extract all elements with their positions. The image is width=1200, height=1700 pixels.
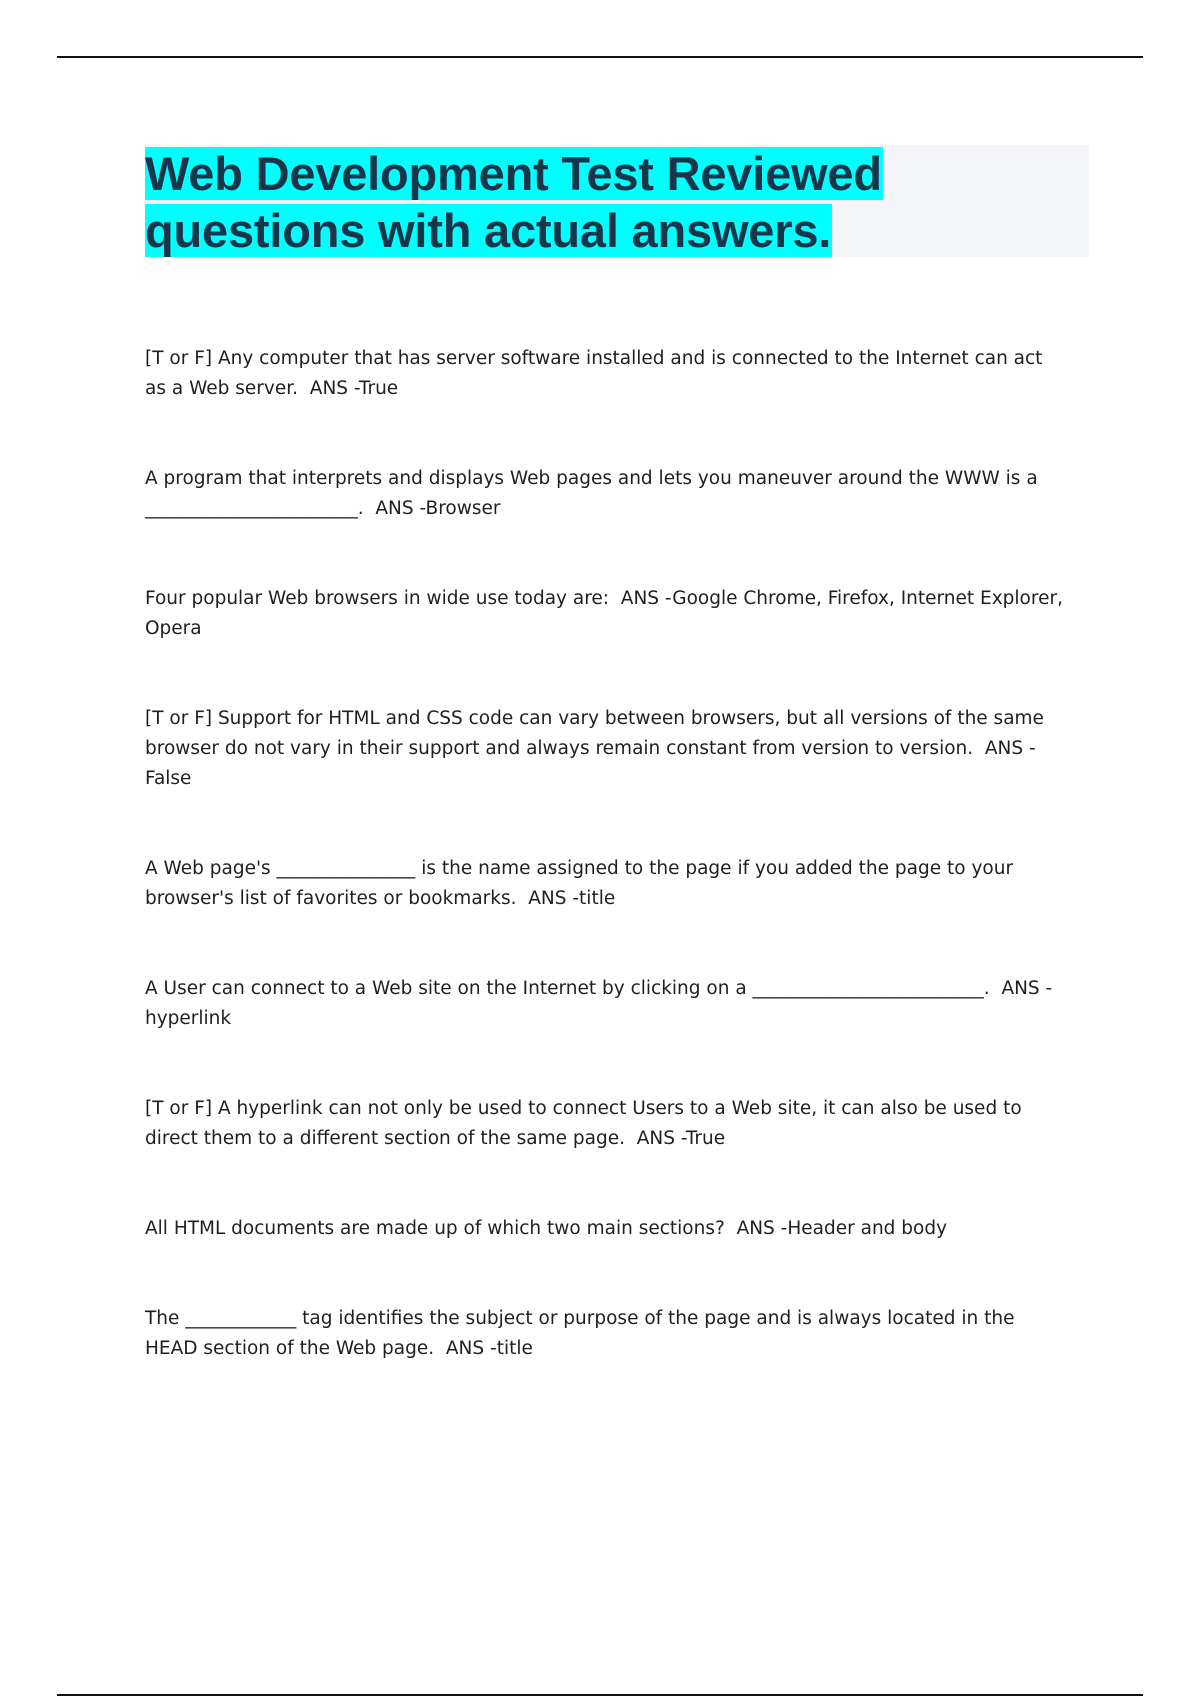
- qa-item: A Web page's _______________ is the name assigned to the page if you added the page to your browser's list of favorites or bookmarks. ANS -title: [145, 858, 1019, 909]
- qa-item: A program that interprets and displays Web pages and lets you maneuver around the WWW is a _______________________. ANS -Browser: [145, 468, 1044, 519]
- qa-item: A User can connect to a Web site on the Internet by clicking on a _________________________. ANS -hyperlink: [145, 978, 1053, 1029]
- document-title: [145, 145, 1089, 259]
- title-block: [145, 145, 1089, 257]
- document-title-text: Web Development Test Reviewed questions with actual answers.: [145, 147, 882, 257]
- qa-item: [T or F] Support for HTML and CSS code can vary between browsers, but all versions of the same browser do not vary in their support and always remain constant from version to version. ANS -False: [145, 708, 1050, 789]
- top-divider: [57, 56, 1143, 58]
- qa-item: [T or F] A hyperlink can not only be used to connect Users to a Web site, it can also be used to direct them to a different section of the same page. ANS -True: [145, 1098, 1028, 1149]
- bottom-divider: [57, 1694, 1143, 1696]
- qa-item: The ____________ tag identifies the subject or purpose of the page and is always located in the HEAD section of the Web page. ANS -title: [145, 1308, 1021, 1359]
- qa-list: [145, 344, 1069, 1424]
- qa-item: All HTML documents are made up of which two main sections? ANS -Header and body: [145, 1218, 948, 1239]
- qa-item: [T or F] Any computer that has server software installed and is connected to the Internet can act as a Web server. ANS -True: [145, 348, 1049, 399]
- qa-item: Four popular Web browsers in wide use today are: ANS -Google Chrome, Firefox, Internet Explorer, Opera: [145, 588, 1069, 639]
